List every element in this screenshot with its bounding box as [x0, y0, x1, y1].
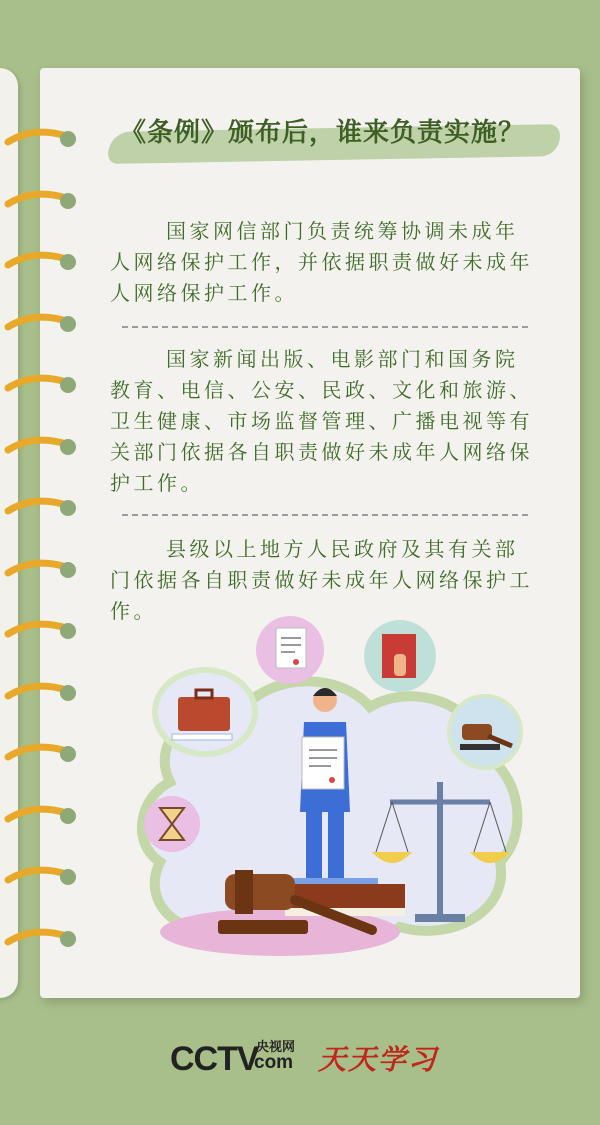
title-banner [108, 102, 560, 164]
hourglass-icon [144, 796, 200, 852]
red-book-hand-icon [364, 620, 436, 692]
spiral-ring [4, 559, 80, 581]
brand-logo: 天天学习 [318, 1043, 439, 1076]
page-title: 《条例》颁布后，谁来负责实施？ [120, 118, 526, 148]
spiral-ring [4, 805, 80, 827]
cctv-logo: CCTV [170, 1040, 259, 1078]
spiral-ring [4, 436, 80, 458]
spiral-ring [4, 374, 80, 396]
dashed-divider [122, 514, 528, 516]
spiral-ring [4, 743, 80, 765]
footer [0, 1030, 600, 1090]
spiral-ring [4, 313, 80, 335]
spiral-ring [4, 497, 80, 519]
spiral-ring [4, 682, 80, 704]
spiral-ring [4, 620, 80, 642]
document-icon [256, 616, 324, 684]
spiral-ring [4, 190, 80, 212]
dashed-divider [122, 326, 528, 328]
spiral-ring [4, 128, 80, 150]
paragraph-1: 国家网信部门负责统筹协调未成年人网络保护工作，并依据职责做好未成年人网络保护工作。 [110, 219, 533, 305]
briefcase-icon [155, 670, 255, 754]
spiral-ring [4, 866, 80, 888]
spiral-ring [4, 251, 80, 273]
illustration [110, 612, 540, 972]
cctv-com-label: com [254, 1052, 294, 1073]
gavel-icon [449, 696, 521, 768]
paragraph-3: 县级以上地方人民政府及其有关部门依据各自职责做好未成年人网络保护工作。 [110, 537, 533, 623]
spiral-ring [4, 928, 80, 950]
paragraph-2: 国家新闻出版、电影部门和国务院教育、电信、公安、民政、文化和旅游、卫生健康、市场监督管理、广播电视等有关部门依据各自职责做好未成年人网络保护工作。 [110, 347, 533, 495]
cctv-cn-label: 央视网 [256, 1040, 296, 1055]
